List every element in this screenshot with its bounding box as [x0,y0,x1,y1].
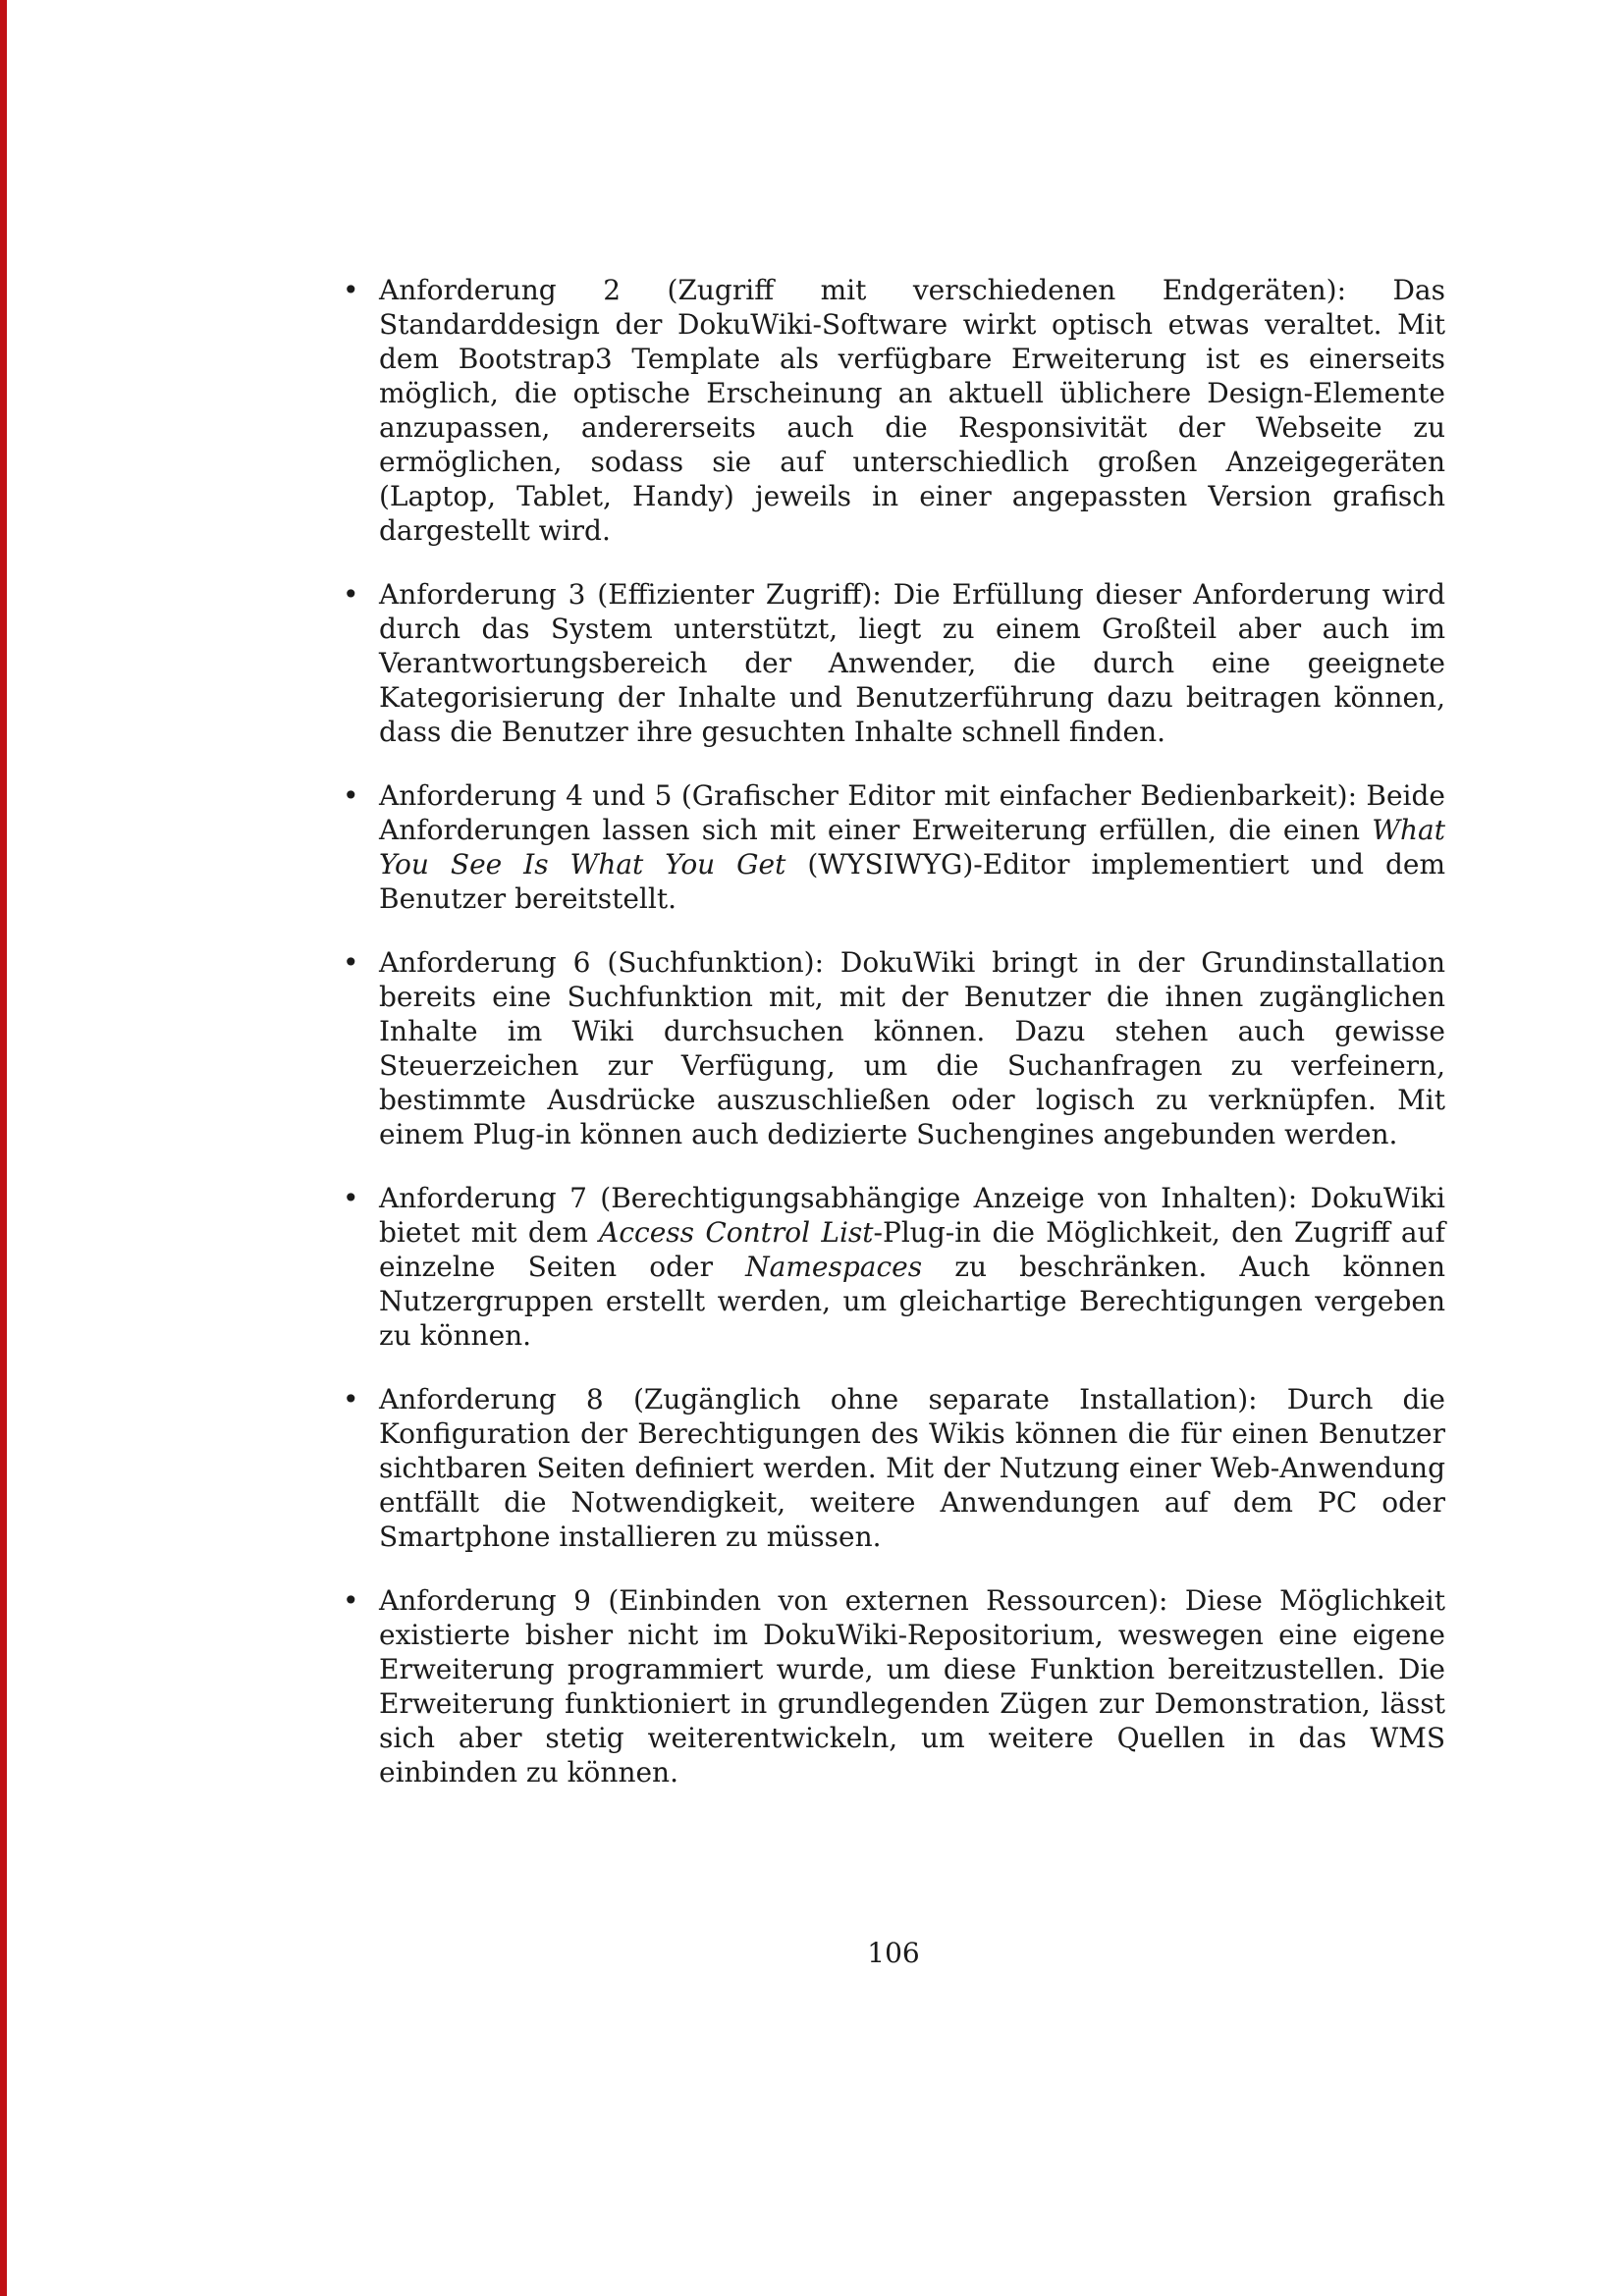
item-text [379,946,1445,1150]
text-run: zu beschränken. Auch können Nutzergruppen erstellt werden, um gleichartige Berechtigungen vergeben zu können. [379,1251,1445,1352]
text-run: (WYSIWYG)-Editor implementiert und dem Benutzer bereitstellt. [379,848,1445,915]
text-run: -Plug-in die Möglichkeit, den Zugriff auf einzelne Seiten oder [379,1216,1445,1283]
content-area [342,273,1445,1789]
item-text [379,779,1445,915]
text-run: Anforderung 7 (Berechtigungsabhängige Anzeige von Inhalten): DokuWiki bietet mit dem [379,1182,1445,1249]
list-item [342,778,1445,916]
list-item [342,1583,1445,1789]
italic-text-run: Access Control List [599,1216,874,1249]
left-edge-stripe [0,0,7,2296]
list-item [342,1382,1445,1554]
list-item [342,577,1445,749]
page-number: 106 [867,1937,920,1969]
bullet-icon: • [343,1584,359,1617]
list-item [342,1181,1445,1353]
list-item [342,945,1445,1151]
item-text [379,1584,1445,1789]
requirements-list [342,273,1445,1789]
text-run: Anforderung 3 (Effizienter Zugriff): Die Erfüllung dieser Anforderung wird durch das System unterstützt, liegt zu einem Großteil aber auch im Verantwortungsbereich der Anwender, die durch eine geeignete Kategorisierung der Inhalte und Benutzerführung dazu beitragen können, dass die Benutzer ihre gesuchten Inhalte schnell finden. [379,578,1445,748]
item-text [379,1182,1445,1352]
item-text [379,1383,1445,1553]
text-run: Anforderung 8 (Zugänglich ohne separate Installation): Durch die Konfiguration der Berechtigungen des Wikis können die für einen Benutzer sichtbaren Seiten definiert werden. Mit der Nutzung einer Web-Anwendung entfällt die Notwendigkeit, weitere Anwendungen auf dem PC oder Smartphone installieren zu müssen. [379,1383,1445,1553]
text-run: Anforderung 2 (Zugriff mit verschiedenen Endgeräten): Das Standarddesign der DokuWiki-Software wirkt optisch etwas veraltet. Mit dem Bootstrap3 Template als verfügbare Erweiterung ist es einerseits möglich, die optische Erscheinung an aktuell üblichere Design-Elemente anzupassen, andererseits auch die Responsivität der Webseite zu ermöglichen, sodass sie auf unterschiedlich großen Anzeigegeräten (Laptop, Tablet, Handy) jeweils in einer angepassten Version grafisch dargestellt wird. [379,274,1445,547]
italic-text-run: Namespaces [745,1251,923,1283]
bullet-icon: • [343,274,359,306]
item-text [379,274,1445,547]
text-run: Anforderung 6 (Suchfunktion): DokuWiki bringt in der Grundinstallation bereits eine Suchfunktion mit, mit der Benutzer die ihnen zugänglichen Inhalte im Wiki durchsuchen können. Dazu stehen auch gewisse Steuerzeichen zur Verfügung, um die Suchanfragen zu verfeinern, bestimmte Ausdrücke auszuschließen oder logisch zu verknüpfen. Mit einem Plug-in können auch dedizierte Suchengines angebunden werden. [379,946,1445,1150]
text-run: Anforderung 4 und 5 (Grafischer Editor mit einfacher Bedienbarkeit): Beide Anforderungen lassen sich mit einer Erweiterung erfüllen, die einen [379,779,1445,846]
bullet-icon: • [343,946,359,979]
italic-text-run: What You See Is What You Get [379,814,1445,881]
bullet-icon: • [343,779,359,812]
list-item [342,273,1445,548]
text-run: Anforderung 9 (Einbinden von externen Ressourcen): Diese Möglichkeit existierte bisher nicht im DokuWiki-Repositorium, weswegen eine eigene Erweiterung programmiert wurde, um diese Funktion bereitzustellen. Die Erweiterung funktioniert in grundlegenden Zügen zur Demonstration, lässt sich aber stetig weiterentwickeln, um weitere Quellen in das WMS einbinden zu können. [379,1584,1445,1789]
bullet-icon: • [343,1383,359,1415]
bullet-icon: • [343,578,359,611]
bullet-icon: • [343,1182,359,1214]
item-text [379,578,1445,748]
